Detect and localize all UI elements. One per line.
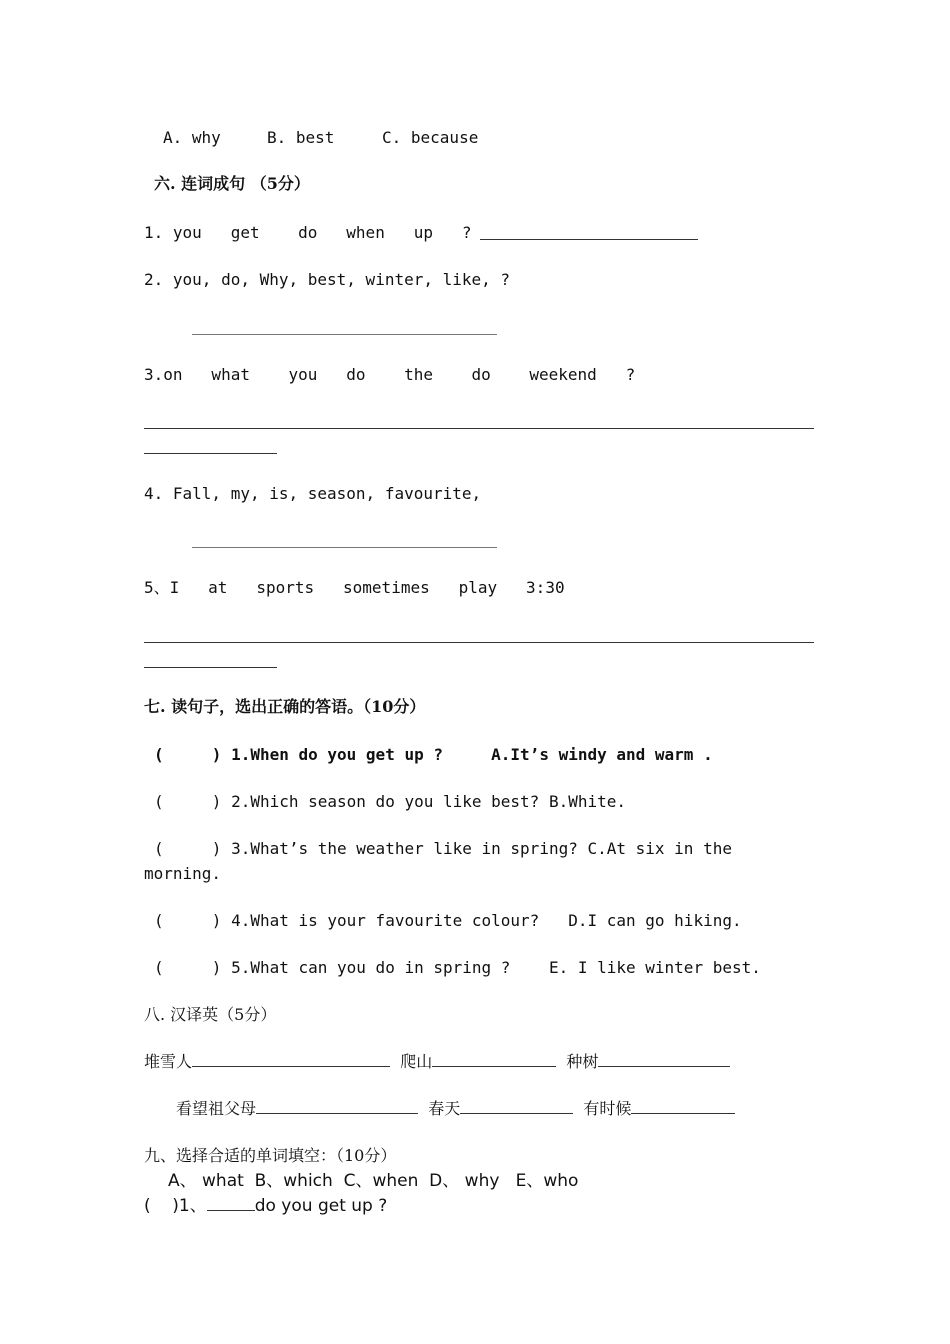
s9-q1-suffix: do you get up ? [254,1196,388,1216]
s6-question-4: 4. Fall, my, is, season, favourite, [144,484,482,503]
s6-answer-line-4[interactable] [192,547,497,548]
s8-word-6: 有时候 [583,1099,632,1118]
option-a: A. why [163,128,221,147]
s9-question-1 [144,1196,387,1216]
s6-answer-line-5a[interactable] [144,642,814,643]
s7-question-3: ( ) 3.What’s the weather like in spring? C.At six in the [154,839,732,858]
s9-q1-prefix: ( )1、 [144,1196,207,1216]
s8-blank-3[interactable] [598,1052,730,1067]
option-b: B. best [267,128,335,147]
section8-title: 八. 汉译英（5分） [144,1005,277,1024]
s8-word-4: 看望祖父母 [176,1099,257,1118]
s6-answer-line-3a[interactable] [144,428,814,429]
section7-title: 七. 读句子，选出正确的答语。（10分） [144,697,426,716]
s8-blank-5[interactable] [460,1099,573,1114]
s6-question-3: 3.on what you do the do weekend ? [144,365,636,384]
s7-question-5: ( ) 5.What can you do in spring ? E. I like winter best. [154,958,761,977]
s6-question-1: 1. you get do when up ? [144,223,472,242]
s6-answer-line-3b[interactable] [144,453,277,454]
s8-word-5: 春天 [428,1099,461,1118]
s7-question-2: ( ) 2.Which season do you like best? B.White. [154,792,627,811]
section9-title: 九、选择合适的单词填空：（10分） [144,1146,397,1165]
section6-title: 六. 连词成句 （5分） [154,174,310,193]
s6-answer-line-5b[interactable] [144,667,277,668]
s7-question-1: ( ) 1.When do you get up ? A.It’s windy and warm . [154,745,713,764]
s8-blank-6[interactable] [631,1099,735,1114]
s8-blank-4[interactable] [256,1099,418,1114]
s8-row-2 [176,1099,735,1119]
s8-word-3: 种树 [566,1052,599,1071]
s9-blank-1[interactable] [207,1196,255,1211]
s9-options: A、 what B、which C、when D、 why E、who [168,1171,579,1191]
s8-word-1: 堆雪人 [144,1052,193,1071]
s8-blank-1[interactable] [192,1052,390,1067]
s8-blank-2[interactable] [432,1052,556,1067]
option-c: C. because [382,128,479,147]
s6-question-5: 5、I at sports sometimes play 3:30 [144,578,565,597]
s6-question-2: 2. you, do, Why, best, winter, like, ? [144,270,511,289]
s6-answer-line-1[interactable] [480,239,698,240]
s6-answer-line-2[interactable] [192,334,497,335]
s7-question-3-cont: morning. [144,864,222,883]
s7-question-4: ( ) 4.What is your favourite colour? D.I can go hiking. [154,911,742,930]
s8-word-2: 爬山 [400,1052,433,1071]
s8-row-1 [144,1052,730,1072]
